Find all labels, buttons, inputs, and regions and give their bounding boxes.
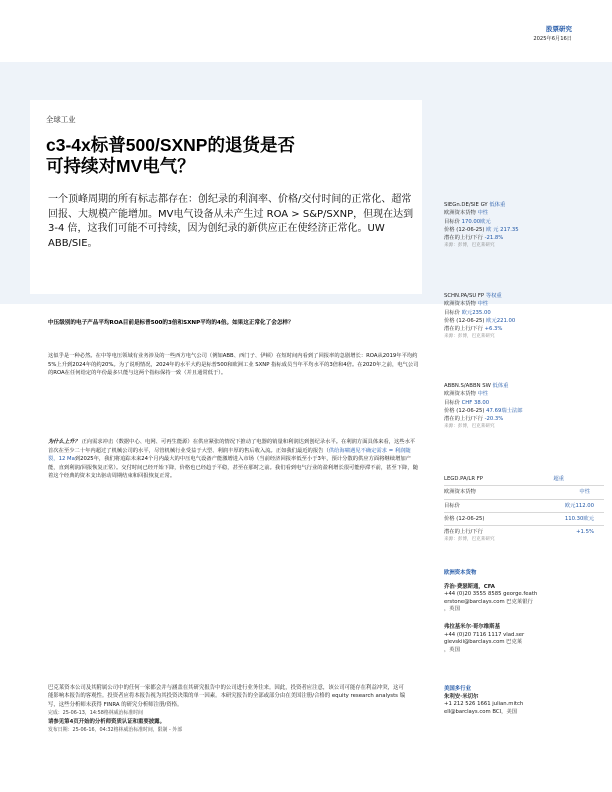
stock-ticker: SIEGn.DE/SIE GY xyxy=(444,202,488,208)
para2-body-b: 到2025年，我们将追踪未来24个月内最大的中压电气设备产能激增进入市场（当前经济回报率低至小于3年，预计分散的供应方面将继续增加产能，直到利润/回报恢复正常）。交付时间已经开始下降，价格也已经趋于平稳，甚至在那时之前。我们看到电气行业的盈利增长很可能停滞不前，甚至下降，随着这个经典的资本支出驱动周期结束和回报恢复正常。 xyxy=(48,456,418,480)
row-label: 目标价 xyxy=(444,309,460,316)
row-label: 目标价 xyxy=(444,399,460,406)
stock-rating: 超重 xyxy=(553,476,564,482)
stock-rating: 等权重 xyxy=(485,293,502,299)
row-label: 价格 (12-06-25) xyxy=(444,515,485,522)
row-value: 欧元235.00 xyxy=(461,309,491,316)
row-value: 欧 元 217.35 xyxy=(486,226,519,233)
divider xyxy=(444,485,604,486)
completed-timestamp: 完成：25-06-13，14:58格林威治标准时间 xyxy=(48,710,143,717)
stock-ticker: ABBN.S/ABBN SW xyxy=(444,383,491,389)
row-value: 170.00欧元 xyxy=(461,218,491,225)
disclaimer-body: 巴克莱资本公司及其附属公司中的任何一家都会并与涵盖在其研究报告中的公司进行业务往来。因此，投资者应注意，该公司可能存在利益冲突，这可能影响本报告的客观性。投资者应将本报告视为其投资决策的单一因素。本研究报告的全部或部分由在美国注册/合格的 equity research analysts 编写，这些分析师未获得 FINRA 的研究分析师注册/资格。 xyxy=(48,685,406,708)
analyst-section-heading: 欧洲资本货物 xyxy=(444,570,477,576)
analyst-contact-line: gievskii@barclays.com 巴克莱 xyxy=(444,639,523,646)
row-label: 价格 (12-06-25) xyxy=(444,407,485,414)
row-value: 47.69瑞士法郎 xyxy=(486,407,523,414)
row-value: +1.5% xyxy=(576,529,594,536)
stock-rating: 低体重 xyxy=(492,383,509,389)
report-type-label: 股票研究 xyxy=(546,25,572,33)
analyst-contact-line: +44 (0)20 3555 8585 george.feath xyxy=(444,591,538,598)
row-label: 目标价 xyxy=(444,502,460,509)
row-label: 潜在的上行/下行 xyxy=(444,529,483,536)
analyst-contact-line: ，英国 xyxy=(444,646,460,653)
disclosure-notice: 请参见第4页开始的分析师资质认证和重要披露。 xyxy=(48,718,165,725)
source-note: 来源：彭博，巴克莱研究 xyxy=(444,537,495,543)
row-value: 中性 xyxy=(477,301,489,308)
row-label: 欧洲资本货物 xyxy=(444,301,476,308)
para2-body-a: 正向需求冲击（数据中心、电网、可再生能源）在供应紧张的情况下推动了电器的销量和利润达到创纪录水平。在利润方面具体来看，这些水平首次在至少二十年内超过了机械公司的水平，尽管机械行业受益于大型、利润丰厚的售后收入流。正如我们最近的报告（ xyxy=(48,439,416,454)
title-line-2: 可持续对MV电气？ xyxy=(46,156,195,176)
row-label: 目标价 xyxy=(444,218,460,225)
row-value: CHF 38.00 xyxy=(461,399,490,406)
source-note: 来源：彭博，巴克莱研究 xyxy=(444,334,495,340)
disclaimer xyxy=(48,684,408,734)
row-value: 中性 xyxy=(477,210,489,217)
report-date: 2025年6月16日 xyxy=(533,36,572,42)
question-heading: 中压级别的电子产品平均ROA目前是标普500的3倍和SXNP平均的4倍。如果这正常化了会怎样？ xyxy=(48,320,294,326)
analyst-name: 乔治·费瑟斯通，CFA xyxy=(444,583,495,590)
analyst-section-us xyxy=(444,686,604,716)
para2-lead: 为什么上升？ xyxy=(48,439,80,445)
row-value: 中性 xyxy=(477,391,489,398)
body-paragraph-2 xyxy=(48,438,420,481)
divider xyxy=(444,499,604,500)
released-timestamp: 发布日期：25-06-16，04:32格林威治标准时间，限制 - 外部 xyxy=(48,727,183,734)
report-link[interactable]: 供给海啸遇见不确定需求 = 利润随裂，12 Ma xyxy=(48,447,411,463)
report-header xyxy=(533,24,572,42)
row-label: 欧洲资本货物 xyxy=(444,489,476,496)
row-label: 价格 (12-06-25) xyxy=(444,226,485,233)
analyst-section-heading: 美国多行业 xyxy=(444,686,471,692)
analyst-contact-line: erstone@barclays.com 巴克莱银行 xyxy=(444,598,533,605)
analyst-name: 弗拉基米尔·哥尔维斯基 xyxy=(444,623,500,630)
summary-paragraph: 一个顶峰周期的所有标志都存在：创纪录的利润率、价格/交付时间的正常化、超常回报、大规模产能增加。MV电气设备从未产生过 ROA > S&P/SXNP，但现在达到 3-4 倍，这我们可能不可持续，因为创纪录的新供应正在使经济正常化。UW ABB/SIE。 xyxy=(48,194,414,249)
divider xyxy=(444,525,604,526)
analyst-contact-line: +44 (0)20 7116 1117 vlad.ser xyxy=(444,631,525,638)
row-label: 欧洲资本货物 xyxy=(444,391,476,398)
analyst-contact-line: ell@barclays.com BCI，美国 xyxy=(444,708,518,715)
divider xyxy=(444,512,604,513)
stock-box-schneider xyxy=(444,292,604,342)
row-value: 中性 xyxy=(579,489,590,496)
body-paragraph-1: 这似乎是一种必然。在中等电压领域有业务涉及的一些西方电气公司（例如ABB、西门子、伊顿）在短时间内看到了回报率的急剧增长：ROA从2019年平均约5%上升到2024年的约20%。为了说明情况，2024年的水平大约是标普500和欧洲工业 SXNP 指标成员当年平均水平的3倍和4倍。在2020年之前，电气公司的ROA在任何给定的年份最多只能与这两个指标保持一致（并且通常低于）。 xyxy=(48,353,419,377)
row-label: 潜在的上行/下行 xyxy=(444,235,483,242)
analyst-contact-line: ，英国 xyxy=(444,606,460,613)
row-value: -21.8% xyxy=(484,235,504,242)
row-label: 价格 (12-06-25) xyxy=(444,317,485,324)
stock-ticker: LEGD.PA/LR FP xyxy=(444,476,483,482)
row-value: 欧元221.00 xyxy=(486,317,516,324)
stock-box-legrand xyxy=(444,475,604,545)
stock-box-siemens xyxy=(444,201,604,251)
title-line-1: c3-4x标普500/SXNP的退货是否 xyxy=(46,135,295,155)
source-note: 来源：彭博，巴克莱研究 xyxy=(444,424,495,430)
stock-box-abb xyxy=(444,382,604,432)
region-label: 全球工业 xyxy=(46,115,76,124)
stock-rating: 低体重 xyxy=(489,202,506,208)
row-value: +6.3% xyxy=(484,326,503,333)
row-label: 潜在的上行/下行 xyxy=(444,416,483,423)
page-title xyxy=(46,135,404,177)
analyst-section-europe xyxy=(444,570,604,654)
source-note: 来源：彭博，巴克莱研究 xyxy=(444,243,495,249)
row-value: 110.30欧元 xyxy=(564,515,594,522)
row-label: 欧洲资本货物 xyxy=(444,210,476,217)
row-label: 潜在的上行/下行 xyxy=(444,326,483,333)
row-value: 欧元112.00 xyxy=(564,502,594,509)
stock-ticker: SCHN.PA/SU FP xyxy=(444,293,485,299)
row-value: -20.3% xyxy=(484,416,504,423)
analyst-name: 朱利安·米切尔 xyxy=(444,693,479,700)
analyst-contact-line: +1 212 526 1661 julian.mitch xyxy=(444,701,524,708)
